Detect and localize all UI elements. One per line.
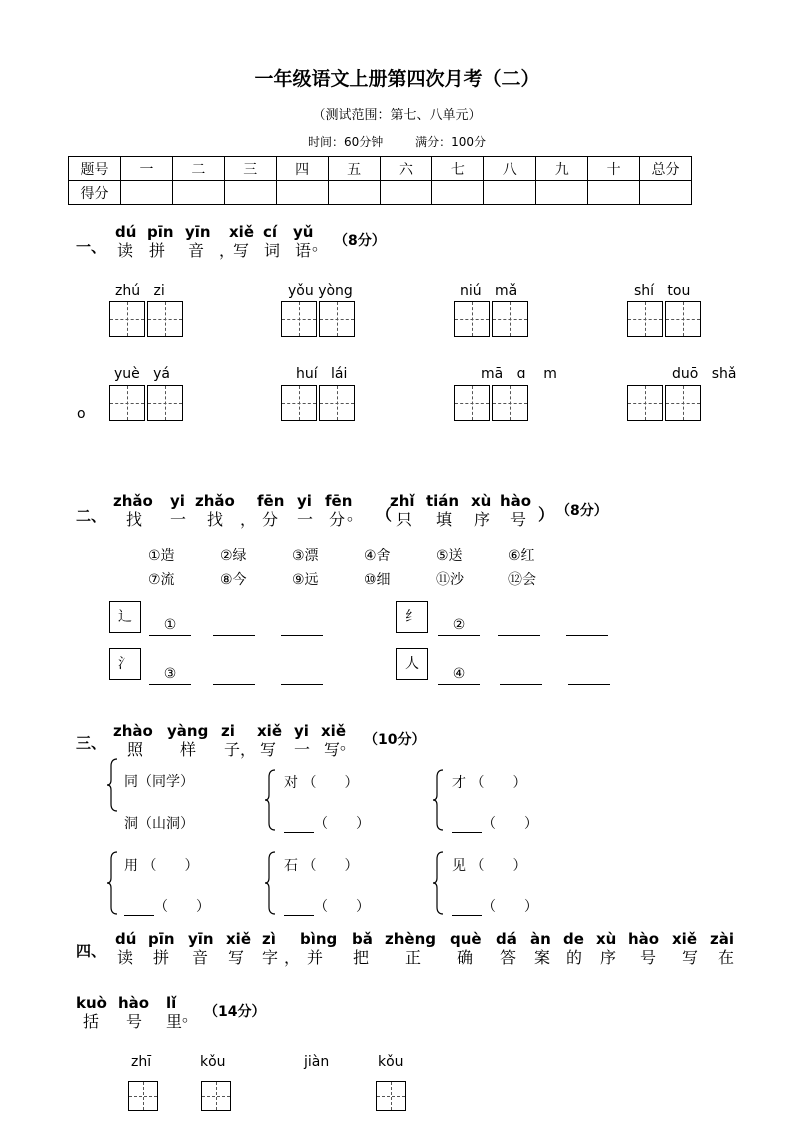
group-char: 才 （ ） — [452, 775, 527, 791]
score-input-cell[interactable] — [121, 181, 173, 205]
radical-answer-line[interactable] — [566, 617, 608, 636]
writing-grid-cell[interactable] — [109, 385, 145, 421]
section4-pinyin: hào — [628, 930, 660, 948]
section4-hanzi: 里 — [166, 1012, 183, 1031]
section4-pinyin: dá — [496, 930, 517, 948]
section2-pinyin2-1: tián — [426, 492, 460, 510]
section2-hanzi2-1: 填 — [436, 510, 453, 529]
option: ⑪沙 — [436, 572, 464, 588]
radical-answer-line[interactable]: ① — [149, 617, 191, 636]
exam-time-info — [0, 133, 794, 150]
section4-score: （14分） — [204, 1004, 266, 1020]
score-cell: 十 — [588, 157, 640, 181]
option: ⑫会 — [508, 572, 536, 588]
item-pinyin: zhī — [131, 1054, 152, 1070]
option: ⑤送 — [436, 548, 463, 564]
section2-pinyin-0: zhǎo — [113, 492, 153, 510]
section3-hanzi-5: 写 — [324, 740, 341, 759]
section2-period: 。 — [347, 505, 364, 524]
section4-hanzi: 序 — [600, 948, 617, 967]
brace-icon — [264, 851, 276, 915]
section2-hanzi-4: 一 — [297, 510, 314, 529]
full-score: 满分：100分 — [415, 135, 486, 149]
option: ④舍 — [364, 548, 391, 564]
group-char: 用 （ ） — [124, 858, 199, 874]
section1-comma: ， — [219, 241, 236, 260]
writing-grid-cell[interactable] — [376, 1081, 406, 1111]
score-cell: 一 — [121, 157, 173, 181]
brace-icon — [264, 769, 276, 831]
score-cell: 总分 — [640, 157, 692, 181]
section2-pinyin2-0: zhǐ — [390, 492, 415, 510]
radical-box: 人 — [396, 648, 428, 680]
option: ⑥红 — [508, 548, 535, 564]
section4-hanzi: 音 — [192, 948, 209, 967]
section4-period: 。 — [182, 1006, 199, 1025]
time-limit: 时间：60分钟 — [307, 135, 384, 149]
radical-answer-line[interactable] — [498, 617, 540, 636]
score-cell: 二 — [172, 157, 224, 181]
score-input-cell[interactable] — [380, 181, 432, 205]
section3-pinyin-5: xiě — [321, 722, 346, 740]
score-input-cell[interactable] — [172, 181, 224, 205]
section2-comma: ， — [240, 510, 257, 529]
option: ⑦流 — [148, 572, 175, 588]
section2-hanzi2-0: 只 — [396, 510, 413, 529]
section4-hanzi: 写 — [228, 948, 245, 967]
brace-icon — [106, 758, 118, 812]
group-blank-row[interactable]: （ ） — [124, 896, 210, 916]
word2-pinyin: yǒu yòng — [288, 283, 353, 299]
writing-grid-cell[interactable] — [319, 385, 355, 421]
section2-hanzi-2: 找 — [207, 510, 224, 529]
word1-pinyin: zhú zi — [115, 283, 165, 299]
section4-pinyin: lǐ — [166, 994, 177, 1012]
section4-pinyin: zài — [710, 930, 734, 948]
item-pinyin: jiàn — [304, 1054, 330, 1070]
section4-hanzi: 把 — [353, 948, 370, 967]
writing-grid-cell[interactable] — [319, 301, 355, 337]
score-cell: 五 — [328, 157, 380, 181]
score-input-cell[interactable] — [432, 181, 484, 205]
section2-hanzi2-2: 序 — [474, 510, 491, 529]
section4-pinyin: bǎ — [352, 930, 373, 948]
writing-grid-cell[interactable] — [492, 385, 528, 421]
section4-pinyin: hào — [118, 994, 150, 1012]
section4-hanzi: 并 — [307, 948, 324, 967]
option: ⑩细 — [364, 572, 391, 588]
radical-answer-line[interactable]: ③ — [149, 666, 191, 685]
writing-grid-cell[interactable] — [128, 1081, 158, 1111]
writing-grid-cell[interactable] — [492, 301, 528, 337]
section2-pinyin-1: yi — [170, 492, 185, 510]
section4-hanzi: 答 — [500, 948, 517, 967]
writing-grid-cell[interactable] — [627, 301, 663, 337]
score-input-cell[interactable] — [536, 181, 588, 205]
section2-pinyin2-2: xù — [471, 492, 492, 510]
brace-icon — [106, 851, 118, 915]
score-cell: 四 — [276, 157, 328, 181]
section4-hanzi: 确 — [457, 948, 474, 967]
section4-pinyin: zì — [262, 930, 276, 948]
section4-hanzi: 读 — [117, 948, 134, 967]
section4-pinyin: kuò — [76, 994, 107, 1012]
option: ⑨远 — [292, 572, 319, 588]
section2-close-paren: ） — [538, 505, 555, 524]
section4-pinyin: àn — [530, 930, 551, 948]
section2-hanzi-3: 分 — [262, 510, 279, 529]
option: ③漂 — [292, 548, 319, 564]
section4-pinyin: zhèng — [385, 930, 436, 948]
section2-open-paren: （ — [376, 505, 393, 524]
radical-box: 辶 — [109, 601, 141, 633]
section4-pinyin: xiě — [672, 930, 697, 948]
section3-hanzi-2: 子 — [224, 740, 241, 759]
radical-answer-line[interactable] — [213, 617, 255, 636]
section3-number: 三、 — [76, 734, 107, 752]
section2-pinyin-2: zhǎo — [195, 492, 235, 510]
writing-grid-cell[interactable] — [281, 385, 317, 421]
example-word-1: 同（同学） — [124, 774, 194, 790]
section4-hanzi: 正 — [405, 948, 422, 967]
section3-pinyin-0: zhào — [113, 722, 153, 740]
section3-pinyin-3: xiě — [257, 722, 282, 740]
score-row-label: 得分 — [69, 181, 121, 205]
section4-pinyin: de — [563, 930, 584, 948]
section4-pinyin: xù — [596, 930, 617, 948]
section3-period: 。 — [340, 734, 357, 753]
section3-hanzi-0: 照 — [127, 740, 144, 759]
score-cell: 九 — [536, 157, 588, 181]
section4-hanzi: 写 — [682, 948, 699, 967]
radical-answer-line[interactable] — [281, 617, 323, 636]
section4-pinyin: bìng — [300, 930, 338, 948]
radical-answer-line[interactable] — [500, 666, 542, 685]
section1-hanzi-5: 语 — [295, 241, 312, 260]
section1-pinyin-1: pīn — [147, 223, 174, 241]
writing-grid-cell[interactable] — [627, 385, 663, 421]
word3-pinyin: niú mǎ — [460, 283, 518, 299]
option: ⑧今 — [220, 572, 247, 588]
example-word-2: 洞（山洞） — [124, 816, 194, 832]
section1-number: 一、 — [76, 238, 107, 256]
section1-pinyin-5: yǔ — [293, 223, 314, 241]
writing-grid-cell[interactable] — [665, 301, 701, 337]
group-char: 石 （ ） — [284, 858, 359, 874]
section1-pinyin-3: xiě — [229, 223, 254, 241]
section4-hanzi: 括 — [83, 1012, 100, 1031]
radical-answer-line[interactable]: ② — [438, 617, 480, 636]
section4-hanzi: 案 — [534, 948, 551, 967]
group-char: 对 （ ） — [284, 775, 359, 791]
brace-icon — [432, 769, 444, 831]
radical-answer-line[interactable]: ④ — [438, 666, 480, 685]
word6-pinyin: huí lái — [296, 366, 348, 382]
writing-grid-cell[interactable] — [454, 385, 490, 421]
score-cell: 题号 — [69, 157, 121, 181]
option: ①造 — [148, 548, 175, 564]
writing-grid-cell[interactable] — [147, 385, 183, 421]
section1-hanzi-0: 读 — [117, 241, 134, 260]
section4-hanzi: 号 — [126, 1012, 143, 1031]
stray-mark: o — [77, 406, 86, 422]
section1-period: 。 — [312, 235, 329, 254]
section1-hanzi-3: 写 — [233, 241, 250, 260]
section2-pinyin-5: fēn — [325, 492, 353, 510]
section2-hanzi-0: 找 — [126, 510, 143, 529]
section2-score: （8分） — [556, 503, 608, 519]
section3-score: （10分） — [364, 732, 426, 748]
score-input-cell[interactable] — [640, 181, 692, 205]
score-table-header-row — [69, 157, 692, 181]
writing-grid-cell[interactable] — [109, 301, 145, 337]
score-input-cell[interactable] — [328, 181, 380, 205]
section4-pinyin: pīn — [148, 930, 175, 948]
section3-hanzi-4: 一 — [294, 740, 311, 759]
group-blank-row[interactable]: （ ） — [284, 813, 370, 833]
section4-hanzi: 的 — [566, 948, 583, 967]
section4-pinyin: què — [450, 930, 482, 948]
item-pinyin: kǒu — [200, 1054, 226, 1070]
section4-hanzi: 号 — [640, 948, 657, 967]
section4-hanzi: 拼 — [153, 948, 170, 967]
writing-grid-cell[interactable] — [201, 1081, 231, 1111]
score-table — [68, 156, 692, 205]
group-blank-row[interactable]: （ ） — [452, 896, 538, 916]
score-input-cell[interactable] — [224, 181, 276, 205]
group-blank-row[interactable]: （ ） — [452, 813, 538, 833]
word5-pinyin: yuè yá — [114, 366, 171, 382]
score-cell: 六 — [380, 157, 432, 181]
section3-pinyin-2: zi — [221, 722, 235, 740]
group-blank-row[interactable]: （ ） — [284, 896, 370, 916]
section1-hanzi-4: 词 — [264, 241, 281, 260]
section2-number: 二、 — [76, 507, 107, 525]
word4-pinyin: shí tou — [634, 283, 691, 299]
section3-hanzi-3: 写 — [260, 740, 277, 759]
section1-pinyin-2: yīn — [185, 223, 211, 241]
section2-pinyin-4: yi — [297, 492, 312, 510]
radical-box: 氵 — [109, 648, 141, 680]
section3-pinyin-4: yi — [294, 722, 309, 740]
section4-pinyin: xiě — [226, 930, 251, 948]
radical-answer-line[interactable] — [281, 666, 323, 685]
section4-hanzi: 字 — [262, 948, 279, 967]
radical-answer-line[interactable] — [568, 666, 610, 685]
section4-hanzi: 在 — [718, 948, 735, 967]
section1-pinyin-0: dú — [115, 223, 137, 241]
option: ②绿 — [220, 548, 247, 564]
writing-grid-cell[interactable] — [281, 301, 317, 337]
word8-pinyin: duō shǎ — [672, 366, 737, 382]
section1-hanzi-1: 拼 — [149, 241, 166, 260]
radical-box: 纟 — [396, 601, 428, 633]
score-table-score-row — [69, 181, 692, 205]
section4-comma: ， — [284, 948, 301, 967]
word7-pinyin: mā ɑ m — [481, 366, 557, 382]
group-char: 见 （ ） — [452, 858, 527, 874]
score-cell: 八 — [484, 157, 536, 181]
section3-pinyin-1: yàng — [167, 722, 209, 740]
section4-pinyin: yīn — [188, 930, 214, 948]
score-cell: 七 — [432, 157, 484, 181]
section2-pinyin2-3: hào — [500, 492, 532, 510]
exam-subtitle: （测试范围：第七、八单元） — [312, 108, 482, 123]
section1-hanzi-2: 音 — [188, 241, 205, 260]
item-pinyin: kǒu — [378, 1054, 404, 1070]
section3-comma: ， — [240, 740, 257, 759]
radical-answer-line[interactable] — [213, 666, 255, 685]
score-cell: 三 — [224, 157, 276, 181]
section1-pinyin-4: cí — [263, 223, 278, 241]
section3-hanzi-1: 样 — [180, 740, 197, 759]
section1-score: （8分） — [334, 233, 386, 249]
score-input-cell[interactable] — [276, 181, 328, 205]
writing-grid-cell[interactable] — [665, 385, 701, 421]
section4-number: 四、 — [76, 942, 107, 960]
section2-hanzi-1: 一 — [170, 510, 187, 529]
section4-pinyin: dú — [115, 930, 137, 948]
writing-grid-cell[interactable] — [454, 301, 490, 337]
score-input-cell[interactable] — [588, 181, 640, 205]
writing-grid-cell[interactable] — [147, 301, 183, 337]
section2-hanzi-5: 分 — [329, 510, 346, 529]
section2-pinyin-3: fēn — [257, 492, 285, 510]
score-input-cell[interactable] — [484, 181, 536, 205]
exam-title: 一年级语文上册第四次月考（二） — [254, 68, 540, 90]
brace-icon — [432, 851, 444, 915]
section2-hanzi2-3: 号 — [510, 510, 527, 529]
